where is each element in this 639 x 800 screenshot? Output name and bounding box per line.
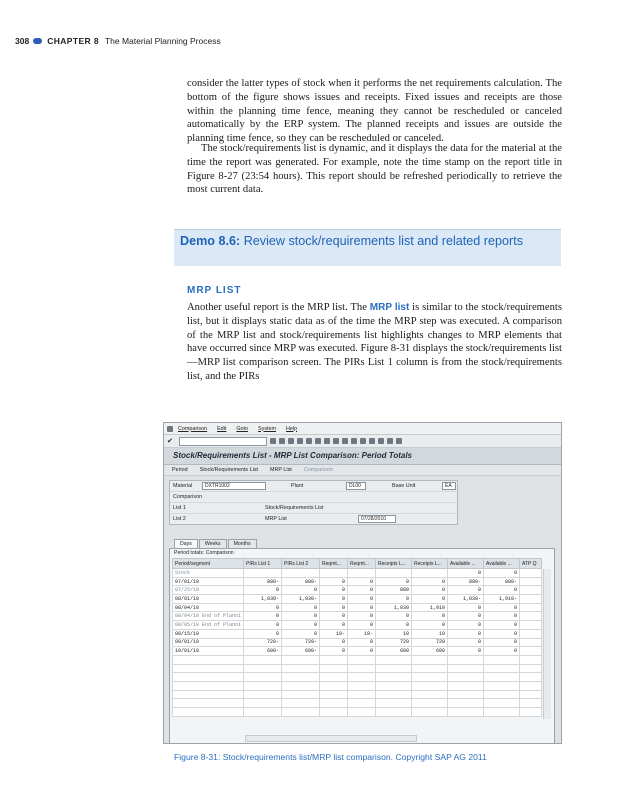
column-header[interactable]: Period/segment [173, 559, 244, 569]
empty-row [173, 690, 542, 699]
table-cell: 0 [484, 586, 520, 595]
header-form [169, 480, 458, 525]
column-header[interactable]: Receipts L... [376, 559, 412, 569]
table-cell: 10 [412, 629, 448, 638]
table-cell: 0 [376, 595, 412, 604]
column-header[interactable]: PIRs List 1 [244, 559, 282, 569]
find-icon[interactable] [315, 438, 321, 444]
grid-title: Period totals: Comparison [174, 550, 234, 556]
tab-days[interactable]: Days [174, 539, 198, 548]
table-cell: 0 [448, 629, 484, 638]
demo-title: Review stock/requirements list and related reports [243, 234, 523, 248]
list1-value: Stock/Requirements List [265, 505, 324, 511]
list2-date-field[interactable]: 07/28/2010 [358, 515, 396, 523]
tab-months[interactable]: Months [228, 539, 257, 548]
table-cell: 0 [412, 586, 448, 595]
column-header[interactable]: PIRs List 2 [282, 559, 320, 569]
table-cell: 720 [376, 638, 412, 647]
table-cell: 08/04/10 [173, 603, 244, 612]
material-field[interactable]: DXTR1002 [202, 482, 266, 490]
column-header[interactable]: Receipts L... [412, 559, 448, 569]
table-cell: 0 [244, 621, 282, 630]
table-cell: 0 [320, 647, 348, 656]
layout-icon[interactable] [396, 438, 402, 444]
command-field[interactable] [179, 437, 267, 446]
table-cell: 07/01/10 [173, 577, 244, 586]
exit-icon[interactable] [288, 438, 294, 444]
table-cell: 0 [320, 638, 348, 647]
column-header[interactable]: ATP Q [520, 559, 542, 569]
table-cell [520, 638, 542, 647]
print-icon[interactable] [306, 438, 312, 444]
comparison-label: Comparison [173, 494, 203, 500]
paragraph-2: The stock/requirements list is dynamic, and it displays the data for the material at the time the report was generated. For example, note the time stamp on the report title in Figure 8-27 (23:54 hours). This report should be refreshed periodically to retrieve the most current data. [187, 143, 562, 196]
table-cell: 1,030 [376, 603, 412, 612]
table-cell [520, 569, 542, 578]
screen-title: Stock/Requirements List - MRP List Comparison: Period Totals [164, 448, 561, 465]
plant-label: Plant [291, 483, 304, 489]
table-cell: 0 [412, 577, 448, 586]
table-cell: 880- [448, 577, 484, 586]
stock-req-list-button[interactable]: Stock/Requirements List [199, 467, 259, 473]
table-cell [520, 586, 542, 595]
empty-row [173, 673, 542, 682]
table-cell [520, 629, 542, 638]
chapter-title: The Material Planning Process [104, 36, 221, 46]
empty-row [173, 681, 542, 690]
table-cell: 0 [320, 621, 348, 630]
table-cell: 0 [376, 612, 412, 621]
table-row[interactable] [173, 629, 542, 638]
menu-goto[interactable]: Goto [236, 425, 249, 432]
table-cell: 720 [412, 638, 448, 647]
table-row[interactable] [173, 612, 542, 621]
table-cell: 08/15/10 [173, 629, 244, 638]
table-cell: 0 [348, 586, 376, 595]
prev-page-icon[interactable] [342, 438, 348, 444]
table-row[interactable] [173, 603, 542, 612]
table-cell [520, 647, 542, 656]
table-cell: 0 [376, 621, 412, 630]
table-cell: 0 [448, 621, 484, 630]
table-cell: 0 [412, 595, 448, 604]
figure-caption: Figure 8-31: Stock/requirements list/MRP list comparison. Copyright SAP AG 2011 [174, 752, 487, 762]
shortcut-icon[interactable] [378, 438, 384, 444]
empty-row [173, 699, 542, 708]
table-cell: 07/25/10 [173, 586, 244, 595]
list1-label: List 1 [173, 505, 186, 511]
period-totals-grid [169, 548, 555, 744]
menu-bar [164, 423, 561, 435]
base-unit-label: Base Unit [392, 483, 416, 489]
table-row[interactable] [173, 647, 542, 656]
column-header[interactable]: Available ... [484, 559, 520, 569]
table-row[interactable] [173, 621, 542, 630]
table-cell: 0 [484, 569, 520, 578]
empty-row [173, 655, 542, 664]
table-cell: 0 [448, 569, 484, 578]
table-cell: 0 [320, 603, 348, 612]
table-cell: 0 [348, 577, 376, 586]
bullet-icon [33, 38, 42, 44]
table-cell: 08/05/10 End of Planni [173, 621, 244, 630]
find-next-icon[interactable] [324, 438, 330, 444]
demo-label: Demo 8.6: [180, 234, 241, 248]
table-cell: 10- [320, 629, 348, 638]
table-cell: 720- [282, 638, 320, 647]
enter-icon[interactable]: ✔ [167, 438, 173, 445]
vertical-scrollbar[interactable] [543, 569, 551, 719]
table-cell: 0 [320, 595, 348, 604]
back-icon[interactable] [279, 438, 285, 444]
tab-weeks[interactable]: Weeks [199, 539, 227, 548]
demo-box [174, 229, 561, 266]
table-cell: 0 [448, 603, 484, 612]
first-page-icon[interactable] [333, 438, 339, 444]
table-cell: 0 [244, 612, 282, 621]
table-cell: Stock [173, 569, 244, 578]
table-cell [520, 595, 542, 604]
table-row[interactable] [173, 638, 542, 647]
running-header [15, 36, 221, 46]
table-cell [376, 569, 412, 578]
help-icon[interactable] [387, 438, 393, 444]
table-cell: 0 [348, 638, 376, 647]
table-cell: 0 [244, 629, 282, 638]
table-cell [320, 569, 348, 578]
table-cell: 600- [282, 647, 320, 656]
table-cell: 0 [348, 612, 376, 621]
page-number: 308 [15, 36, 30, 46]
table-cell: 0 [348, 603, 376, 612]
column-header[interactable]: Reqmt... [348, 559, 376, 569]
table-cell: 0 [282, 629, 320, 638]
system-toolbar [164, 435, 561, 448]
table-cell [520, 621, 542, 630]
period-totals-table [172, 558, 542, 717]
new-session-icon[interactable] [369, 438, 375, 444]
comparison-button[interactable]: Comparison [303, 467, 333, 473]
table-cell: 720- [244, 638, 282, 647]
table-cell: 08/04/10 End of Planni [173, 612, 244, 621]
table-cell: 1,030- [448, 595, 484, 604]
menu-comparison[interactable]: Comparison [178, 425, 208, 432]
table-cell: 880- [282, 577, 320, 586]
last-page-icon[interactable] [360, 438, 366, 444]
table-cell: 0 [448, 612, 484, 621]
table-cell: 0 [448, 647, 484, 656]
empty-row [173, 708, 542, 717]
table-row[interactable] [173, 595, 542, 604]
table-header-row [173, 559, 542, 569]
menu-system[interactable]: System [258, 425, 277, 432]
table-cell: 880- [484, 577, 520, 586]
table-cell: 600- [244, 647, 282, 656]
table-row[interactable] [173, 586, 542, 595]
table-cell: 0 [244, 603, 282, 612]
table-cell: 1,910 [412, 603, 448, 612]
table-cell: 09/01/10 [173, 638, 244, 647]
table-cell [244, 569, 282, 578]
table-cell: 0 [282, 586, 320, 595]
table-cell: 0 [484, 621, 520, 630]
window-icon [167, 426, 173, 432]
table-cell: 600 [412, 647, 448, 656]
term-mrp-list: MRP list [369, 302, 410, 313]
application-toolbar [164, 465, 561, 476]
period-tabs [174, 539, 561, 548]
table-cell: 10/01/10 [173, 647, 244, 656]
table-row[interactable] [173, 577, 542, 586]
table-row[interactable] [173, 569, 542, 578]
table-cell: 10- [348, 629, 376, 638]
table-cell: 0 [348, 647, 376, 656]
table-cell: 0 [448, 638, 484, 647]
empty-row [173, 664, 542, 673]
table-cell [520, 612, 542, 621]
table-cell: 0 [412, 612, 448, 621]
list2-value: MRP List [265, 516, 287, 522]
table-cell: 1,030- [282, 595, 320, 604]
menu-edit[interactable]: Edit [217, 425, 227, 432]
table-cell: 10 [376, 629, 412, 638]
next-page-icon[interactable] [351, 438, 357, 444]
column-header[interactable]: Reqmt... [320, 559, 348, 569]
table-cell: 0 [484, 647, 520, 656]
table-cell: 0 [348, 595, 376, 604]
table-cell: 0 [282, 612, 320, 621]
table-cell: 0 [348, 621, 376, 630]
table-cell: 1,030- [244, 595, 282, 604]
column-header[interactable]: Available ... [448, 559, 484, 569]
paragraph-3: Another useful report is the MRP list. The MRP list is similar to the stock/requirements list, but it displays static data as of the time the MRP step was executed. A comparison of the MRP list and stock/requirements list highlights changes to MRP elements that have occurred since MRP was executed. Figure 8-31 displays the stock/requirements list—MRP list comparison screen. The PIRs List 1 column is from the stock/requirements list, and the PIRs [187, 302, 563, 382]
table-cell: 0 [282, 603, 320, 612]
table-cell: 880- [244, 577, 282, 586]
table-cell: 600 [376, 647, 412, 656]
plant-field[interactable]: DL00 [346, 482, 366, 490]
table-cell: 0 [320, 577, 348, 586]
chapter-label: CHAPTER 8 [47, 36, 99, 46]
table-cell: 0 [484, 603, 520, 612]
save-icon[interactable] [270, 438, 276, 444]
table-cell: 0 [412, 621, 448, 630]
table-cell: 0 [376, 577, 412, 586]
table-cell [348, 569, 376, 578]
list2-label: List 2 [173, 516, 186, 522]
cancel-icon[interactable] [297, 438, 303, 444]
table-cell [282, 569, 320, 578]
section-heading: MRP LIST [187, 285, 242, 296]
table-cell: 0 [244, 586, 282, 595]
horizontal-scrollbar[interactable] [245, 735, 417, 742]
paragraph-1: consider the latter types of stock when it performs the net requirements calculation. The bottom of the figure shows issues and receipts. Fixed issues and receipts are those within the planning time fence, meaning they cannot be rescheduled or canceled automatically by the ERP system. The planned receipts and issues are outside the planning time fence, so they can be rescheduled or canceled. [187, 78, 562, 145]
table-cell: 880 [376, 586, 412, 595]
table-cell: 0 [484, 629, 520, 638]
table-cell: 0 [320, 612, 348, 621]
table-cell [520, 603, 542, 612]
mrp-list-button[interactable]: MRP List [270, 467, 292, 473]
table-cell [520, 577, 542, 586]
table-cell: 0 [282, 621, 320, 630]
base-unit-field[interactable]: EA [442, 482, 456, 490]
sap-window [163, 422, 562, 744]
table-cell: 0 [484, 612, 520, 621]
table-cell: 0 [484, 638, 520, 647]
period-button[interactable]: Period [172, 467, 188, 473]
table-cell: 1,910- [484, 595, 520, 604]
material-label: Material [173, 483, 193, 489]
table-cell: 0 [448, 586, 484, 595]
menu-help[interactable]: Help [286, 425, 298, 432]
table-cell [412, 569, 448, 578]
table-cell: 08/01/10 [173, 595, 244, 604]
table-cell: 0 [320, 586, 348, 595]
